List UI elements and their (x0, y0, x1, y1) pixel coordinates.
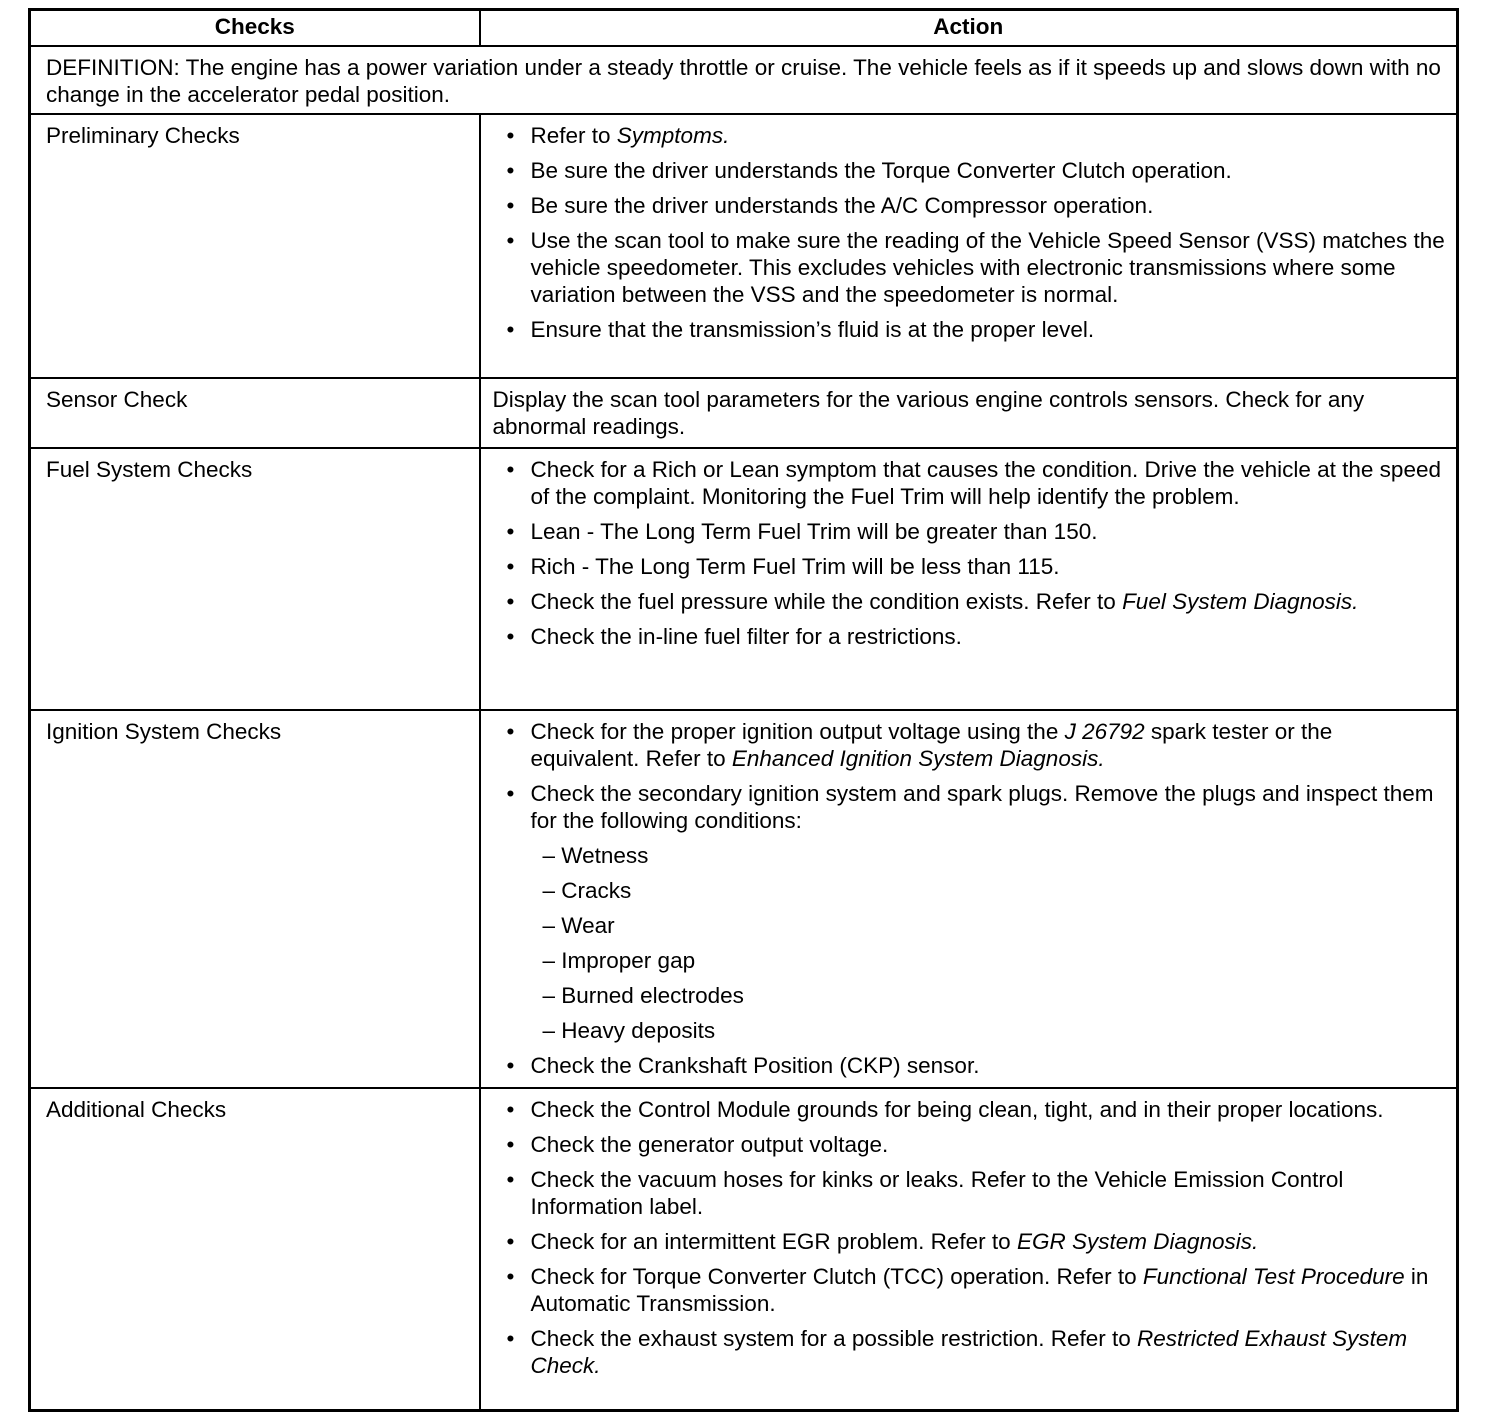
header-row (30, 10, 1458, 47)
action-cell-preliminary (480, 114, 1458, 378)
definition-text: DEFINITION: The engine has a power variation under a steady throttle or cruise. The vehicle feels as if it speeds up and slows down with no change in the accelerator pedal position. (30, 46, 1458, 114)
list-item: • Be sure the driver understands the A/C Compressor operation. (493, 192, 1447, 219)
sub-list-item: – Burned electrodes (531, 982, 1447, 1009)
check-label-preliminary: Preliminary Checks (30, 114, 480, 378)
list-item: • Ensure that the transmission’s fluid is at the proper level. (493, 316, 1447, 343)
check-label-fuel: Fuel System Checks (30, 448, 480, 710)
list-item: • Check the exhaust system for a possible restriction. Refer to Restricted Exhaust System Check. (493, 1325, 1447, 1379)
diagnostic-table-container (28, 8, 1456, 1412)
list-item: • Be sure the driver understands the Torque Converter Clutch operation. (493, 157, 1447, 184)
bullet-list (493, 122, 1447, 343)
list-item: • Check the generator output voltage. (493, 1131, 1447, 1158)
action-cell-ignition (480, 710, 1458, 1088)
reference-link-text: Restricted Exhaust System Check. (530, 1326, 1408, 1378)
reference-link-text: Fuel System Diagnosis. (1122, 589, 1359, 614)
reference-link-text: Symptoms. (616, 123, 730, 148)
table-row (30, 114, 1458, 378)
list-item: • Check for a Rich or Lean symptom that causes the condition. Drive the vehicle at the speed of the complaint. Monitoring the Fuel Trim will help identify the problem. (493, 456, 1447, 510)
checks-column-header: Checks (30, 10, 480, 47)
sub-list-item: – Wear (531, 912, 1447, 939)
list-item: • Check the Crankshaft Position (CKP) sensor. (493, 1052, 1447, 1079)
bullet-list (493, 718, 1447, 1079)
table-row (30, 710, 1458, 1088)
list-item: • Rich - The Long Term Fuel Trim will be less than 115. (493, 553, 1447, 580)
table-row (30, 378, 1458, 448)
sub-list-item: – Improper gap (531, 947, 1447, 974)
list-item: • Lean - The Long Term Fuel Trim will be greater than 150. (493, 518, 1447, 545)
diagnostic-table (28, 8, 1459, 1412)
action-cell-sensor: Display the scan tool parameters for the various engine controls sensors. Check for any abnormal readings. (480, 378, 1458, 448)
bullet-list (493, 456, 1447, 650)
check-label-ignition: Ignition System Checks (30, 710, 480, 1088)
reference-link-text: EGR System Diagnosis. (1016, 1229, 1259, 1254)
reference-link-text: Functional Test Procedure (1142, 1264, 1405, 1289)
list-item: • Check for an intermittent EGR problem. Refer to EGR System Diagnosis. (493, 1228, 1447, 1255)
reference-link-text: Enhanced Ignition System Diagnosis. (731, 746, 1105, 771)
list-item: • Check for Torque Converter Clutch (TCC) operation. Refer to Functional Test Procedure in Automatic Transmission. (493, 1263, 1447, 1317)
table-row (30, 1088, 1458, 1410)
check-label-additional: Additional Checks (30, 1088, 480, 1410)
action-column-header: Action (480, 10, 1458, 47)
tool-reference-text: J 26792 (1064, 719, 1145, 744)
list-item: • Check for the proper ignition output voltage using the J 26792 spark tester or the equivalent. Refer to Enhanced Ignition System Diagnosis. (493, 718, 1447, 772)
bullet-list (493, 1096, 1447, 1379)
list-item: • Check the fuel pressure while the condition exists. Refer to Fuel System Diagnosis. (493, 588, 1447, 615)
list-item: • Use the scan tool to make sure the reading of the Vehicle Speed Sensor (VSS) matches the vehicle speedometer. This excludes vehicles with electronic transmissions where some variation between the VSS and the speedometer is normal. (493, 227, 1447, 308)
list-item: • Check the Control Module grounds for being clean, tight, and in their proper locations. (493, 1096, 1447, 1123)
action-cell-fuel (480, 448, 1458, 710)
sub-list-item: – Heavy deposits (531, 1017, 1447, 1044)
definition-row (30, 46, 1458, 114)
list-item: • Check the vacuum hoses for kinks or leaks. Refer to the Vehicle Emission Control Information label. (493, 1166, 1447, 1220)
check-label-sensor: Sensor Check (30, 378, 480, 448)
list-item: • Check the in-line fuel filter for a restrictions. (493, 623, 1447, 650)
sub-list-item: – Wetness (531, 842, 1447, 869)
action-cell-additional (480, 1088, 1458, 1410)
sub-list (531, 842, 1447, 1044)
list-item: • Refer to Symptoms. (493, 122, 1447, 149)
table-row (30, 448, 1458, 710)
sub-list-item: – Cracks (531, 877, 1447, 904)
list-item: • Check the secondary ignition system and spark plugs. Remove the plugs and inspect them for the following conditions: – Wetness – Cracks – Wear – Improper gap – Burned electrodes – Heavy deposits (493, 780, 1447, 1044)
